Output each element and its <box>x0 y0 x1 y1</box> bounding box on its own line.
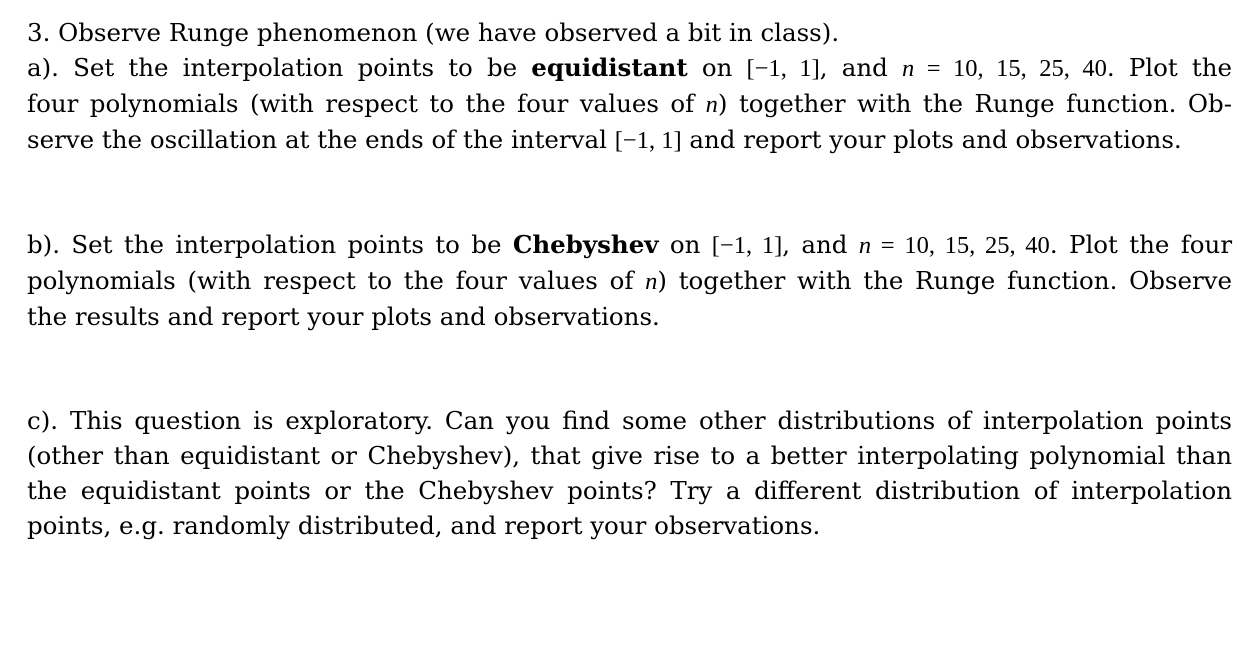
part-b-line-3: the results and report your plots and observations. <box>27 302 660 331</box>
part-c-line-2: (other than equidistant or Chebyshev), that give rise to a better interpolating polynomial than <box>27 441 1232 470</box>
part-b-line-1 <box>27 227 1232 263</box>
part-b-emphasis: Chebyshev <box>512 230 659 259</box>
part-b-on: on <box>658 230 712 259</box>
part-b-line-2-n: n <box>645 268 658 295</box>
part-a-line-2-text: four polynomials (with respect to the four values of <box>27 89 706 118</box>
part-a-n-values: 10, 15, 25, 40 <box>953 55 1107 82</box>
part-a-and: , and <box>819 53 902 82</box>
part-a-emphasis: equidistant <box>531 53 688 82</box>
part-a-line-2-end: ) together with the Runge function. Ob- <box>717 89 1232 118</box>
part-c <box>27 403 1232 543</box>
problem-page <box>27 15 1232 543</box>
part-b-interval: [−1, 1] <box>711 232 783 259</box>
part-b-n-variable: n <box>858 232 872 259</box>
part-a-interval: [−1, 1] <box>746 55 820 82</box>
part-b <box>27 227 1232 334</box>
part-a-line-3-start: serve the oscillation at the ends of the interval <box>27 125 615 154</box>
part-b-line-2-end: ) together with the Runge function. Observe <box>657 266 1232 295</box>
part-b-prefix: b). Set the interpolation points to be <box>27 230 513 259</box>
problem-heading: 3. Observe Runge phenomenon (we have observed a bit in class). <box>27 18 840 47</box>
part-a-equals: = <box>914 55 954 82</box>
part-b-and: , and <box>782 230 859 259</box>
part-b-line-2-text: polynomials (with respect to the four values of <box>27 266 646 295</box>
part-a-line-2 <box>27 86 1232 122</box>
part-b-line-1-end: . Plot the four <box>1049 230 1233 259</box>
problem-statement <box>27 15 1232 158</box>
part-a-line-1 <box>27 50 1232 86</box>
part-b-n-values: 10, 15, 25, 40 <box>904 232 1050 259</box>
part-a-on: on <box>687 53 747 82</box>
part-a-line-1-end: . Plot the <box>1106 53 1233 82</box>
part-a-n-variable: n <box>901 55 915 82</box>
part-c-line-4: points, e.g. randomly distributed, and report your observations. <box>27 511 821 540</box>
part-c-line-1: c). This question is exploratory. Can you find some other distributions of interpolation points <box>27 406 1232 435</box>
part-a-prefix: a). Set the interpolation points to be <box>27 53 532 82</box>
part-a-line-3 <box>27 122 1232 158</box>
part-b-line-2 <box>27 263 1232 299</box>
part-c-line-3: the equidistant points or the Chebyshev points? Try a different distribution of interpolation <box>27 476 1232 505</box>
part-a-line-2-n: n <box>705 91 718 118</box>
part-a-line-3-interval: [−1, 1] <box>614 127 682 154</box>
part-a-line-3-end: and report your plots and observations. <box>681 125 1182 154</box>
part-b-equals: = <box>871 232 905 259</box>
